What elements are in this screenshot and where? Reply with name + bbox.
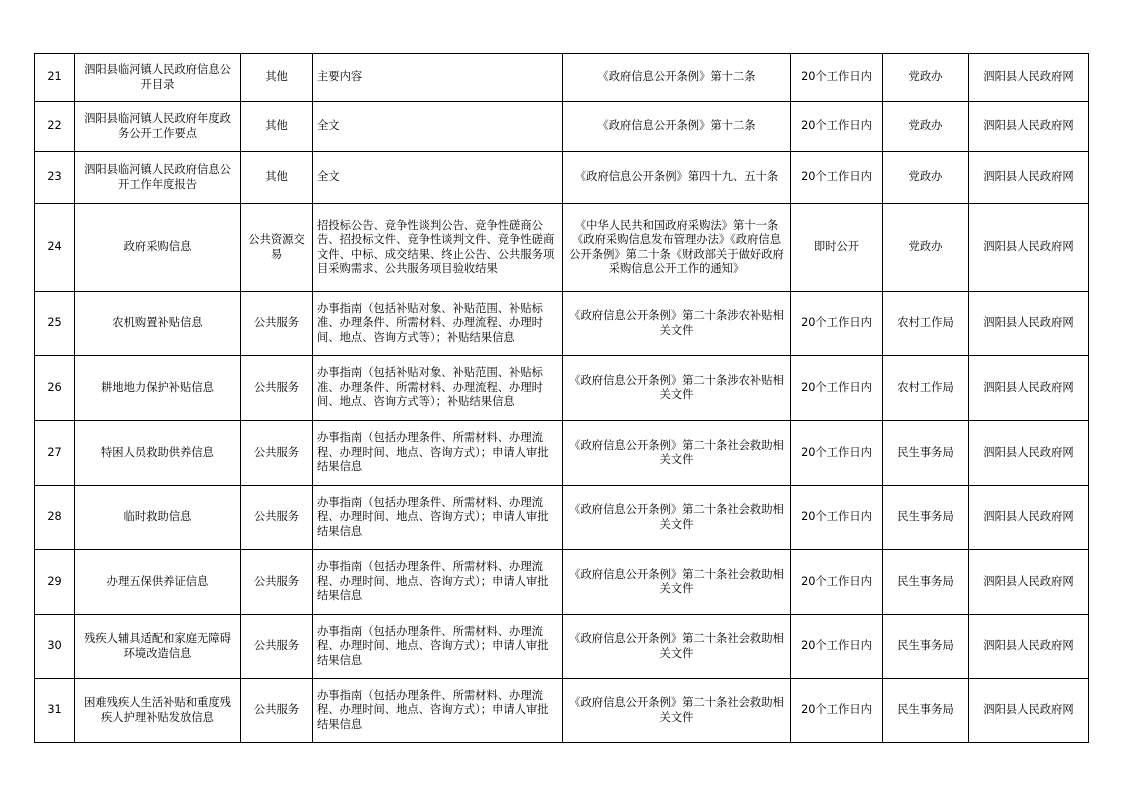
deadline-cell: 20个工作日内 [791,615,883,679]
row-number-cell: 24 [35,204,75,292]
row-number-cell: 22 [35,102,75,152]
legal-basis-cell: 《政府信息公开条例》第十二条 [563,102,791,152]
channel-cell: 泗阳县人民政府网 [969,54,1089,102]
row-number-cell: 30 [35,615,75,679]
category-cell: 公共服务 [241,679,313,743]
content-cell: 招投标公告、竞争性谈判公告、竞争性磋商公告、招投标文件、竞争性谈判文件、竞争性磋商文件、中标、成交结果、终止公告、公共服务项目采购需求、公共服务项目验收结果 [313,204,563,292]
department-cell: 民生事务局 [883,615,969,679]
content-cell: 办事指南（包括补贴对象、补贴范围、补贴标准、办理条件、所需材料、办理流程、办理时间、地点、咨询方式等）；补贴结果信息 [313,292,563,356]
table-row [35,486,1089,550]
channel-cell: 泗阳县人民政府网 [969,152,1089,204]
content-cell: 办事指南（包括办理条件、所需材料、办理流程、办理时间、地点、咨询方式）；申请人审批结果信息 [313,679,563,743]
table-row [35,550,1089,615]
category-cell: 其他 [241,152,313,204]
table-row [35,292,1089,356]
channel-cell: 泗阳县人民政府网 [969,615,1089,679]
disclosure-table [34,53,1089,743]
department-cell: 党政办 [883,102,969,152]
channel-cell: 泗阳县人民政府网 [969,486,1089,550]
item-name-cell: 泗阳县临河镇人民政府信息公开目录 [75,54,241,102]
legal-basis-cell: 《政府信息公开条例》第二十条涉农补贴相关文件 [563,292,791,356]
item-name-cell: 耕地地力保护补贴信息 [75,356,241,421]
content-cell: 办事指南（包括办理条件、所需材料、办理流程、办理时间、地点、咨询方式）；申请人审批结果信息 [313,550,563,615]
table-row [35,421,1089,486]
item-name-cell: 泗阳县临河镇人民政府年度政务公开工作要点 [75,102,241,152]
content-cell: 全文 [313,152,563,204]
deadline-cell: 20个工作日内 [791,102,883,152]
deadline-cell: 20个工作日内 [791,356,883,421]
category-cell: 其他 [241,102,313,152]
deadline-cell: 20个工作日内 [791,152,883,204]
deadline-cell: 20个工作日内 [791,679,883,743]
category-cell: 公共服务 [241,356,313,421]
legal-basis-cell: 《政府信息公开条例》第二十条社会救助相关文件 [563,679,791,743]
legal-basis-cell: 《中华人民共和国政府采购法》第十一条《政府采购信息发布管理办法》《政府信息公开条例》第二十条《财政部关于做好政府采购信息公开工作的通知》 [563,204,791,292]
channel-cell: 泗阳县人民政府网 [969,679,1089,743]
item-name-cell: 政府采购信息 [75,204,241,292]
table-row [35,615,1089,679]
channel-cell: 泗阳县人民政府网 [969,102,1089,152]
category-cell: 其他 [241,54,313,102]
row-number-cell: 21 [35,54,75,102]
item-name-cell: 困难残疾人生活补贴和重度残疾人护理补贴发放信息 [75,679,241,743]
item-name-cell: 残疾人辅具适配和家庭无障碍环境改造信息 [75,615,241,679]
item-name-cell: 特困人员救助供养信息 [75,421,241,486]
department-cell: 民生事务局 [883,486,969,550]
content-cell: 办事指南（包括办理条件、所需材料、办理流程、办理时间、地点、咨询方式）；申请人审批结果信息 [313,486,563,550]
item-name-cell: 农机购置补贴信息 [75,292,241,356]
department-cell: 民生事务局 [883,421,969,486]
legal-basis-cell: 《政府信息公开条例》第二十条涉农补贴相关文件 [563,356,791,421]
legal-basis-cell: 《政府信息公开条例》第二十条社会救助相关文件 [563,486,791,550]
deadline-cell: 20个工作日内 [791,292,883,356]
table-row [35,204,1089,292]
channel-cell: 泗阳县人民政府网 [969,204,1089,292]
deadline-cell: 20个工作日内 [791,54,883,102]
table-row [35,102,1089,152]
department-cell: 党政办 [883,152,969,204]
content-cell: 办事指南（包括办理条件、所需材料、办理流程、办理时间、地点、咨询方式）；申请人审批结果信息 [313,421,563,486]
row-number-cell: 25 [35,292,75,356]
content-cell: 全文 [313,102,563,152]
category-cell: 公共资源交易 [241,204,313,292]
table-row [35,54,1089,102]
department-cell: 党政办 [883,204,969,292]
item-name-cell: 泗阳县临河镇人民政府信息公开工作年度报告 [75,152,241,204]
table-row [35,679,1089,743]
channel-cell: 泗阳县人民政府网 [969,356,1089,421]
channel-cell: 泗阳县人民政府网 [969,292,1089,356]
row-number-cell: 23 [35,152,75,204]
deadline-cell: 20个工作日内 [791,550,883,615]
category-cell: 公共服务 [241,486,313,550]
table-row [35,356,1089,421]
legal-basis-cell: 《政府信息公开条例》第二十条社会救助相关文件 [563,615,791,679]
content-cell: 办事指南（包括办理条件、所需材料、办理流程、办理时间、地点、咨询方式）；申请人审批结果信息 [313,615,563,679]
category-cell: 公共服务 [241,615,313,679]
legal-basis-cell: 《政府信息公开条例》第二十条社会救助相关文件 [563,421,791,486]
category-cell: 公共服务 [241,550,313,615]
legal-basis-cell: 《政府信息公开条例》第四十九、五十条 [563,152,791,204]
department-cell: 民生事务局 [883,679,969,743]
row-number-cell: 26 [35,356,75,421]
department-cell: 党政办 [883,54,969,102]
deadline-cell: 即时公开 [791,204,883,292]
category-cell: 公共服务 [241,292,313,356]
content-cell: 办事指南（包括补贴对象、补贴范围、补贴标准、办理条件、所需材料、办理流程、办理时间、地点、咨询方式等）；补贴结果信息 [313,356,563,421]
legal-basis-cell: 《政府信息公开条例》第十二条 [563,54,791,102]
department-cell: 民生事务局 [883,550,969,615]
row-number-cell: 31 [35,679,75,743]
table-row [35,152,1089,204]
department-cell: 农村工作局 [883,356,969,421]
deadline-cell: 20个工作日内 [791,421,883,486]
deadline-cell: 20个工作日内 [791,486,883,550]
category-cell: 公共服务 [241,421,313,486]
channel-cell: 泗阳县人民政府网 [969,550,1089,615]
row-number-cell: 28 [35,486,75,550]
row-number-cell: 27 [35,421,75,486]
content-cell: 主要内容 [313,54,563,102]
legal-basis-cell: 《政府信息公开条例》第二十条社会救助相关文件 [563,550,791,615]
item-name-cell: 临时救助信息 [75,486,241,550]
department-cell: 农村工作局 [883,292,969,356]
item-name-cell: 办理五保供养证信息 [75,550,241,615]
row-number-cell: 29 [35,550,75,615]
table-body [35,54,1089,743]
channel-cell: 泗阳县人民政府网 [969,421,1089,486]
